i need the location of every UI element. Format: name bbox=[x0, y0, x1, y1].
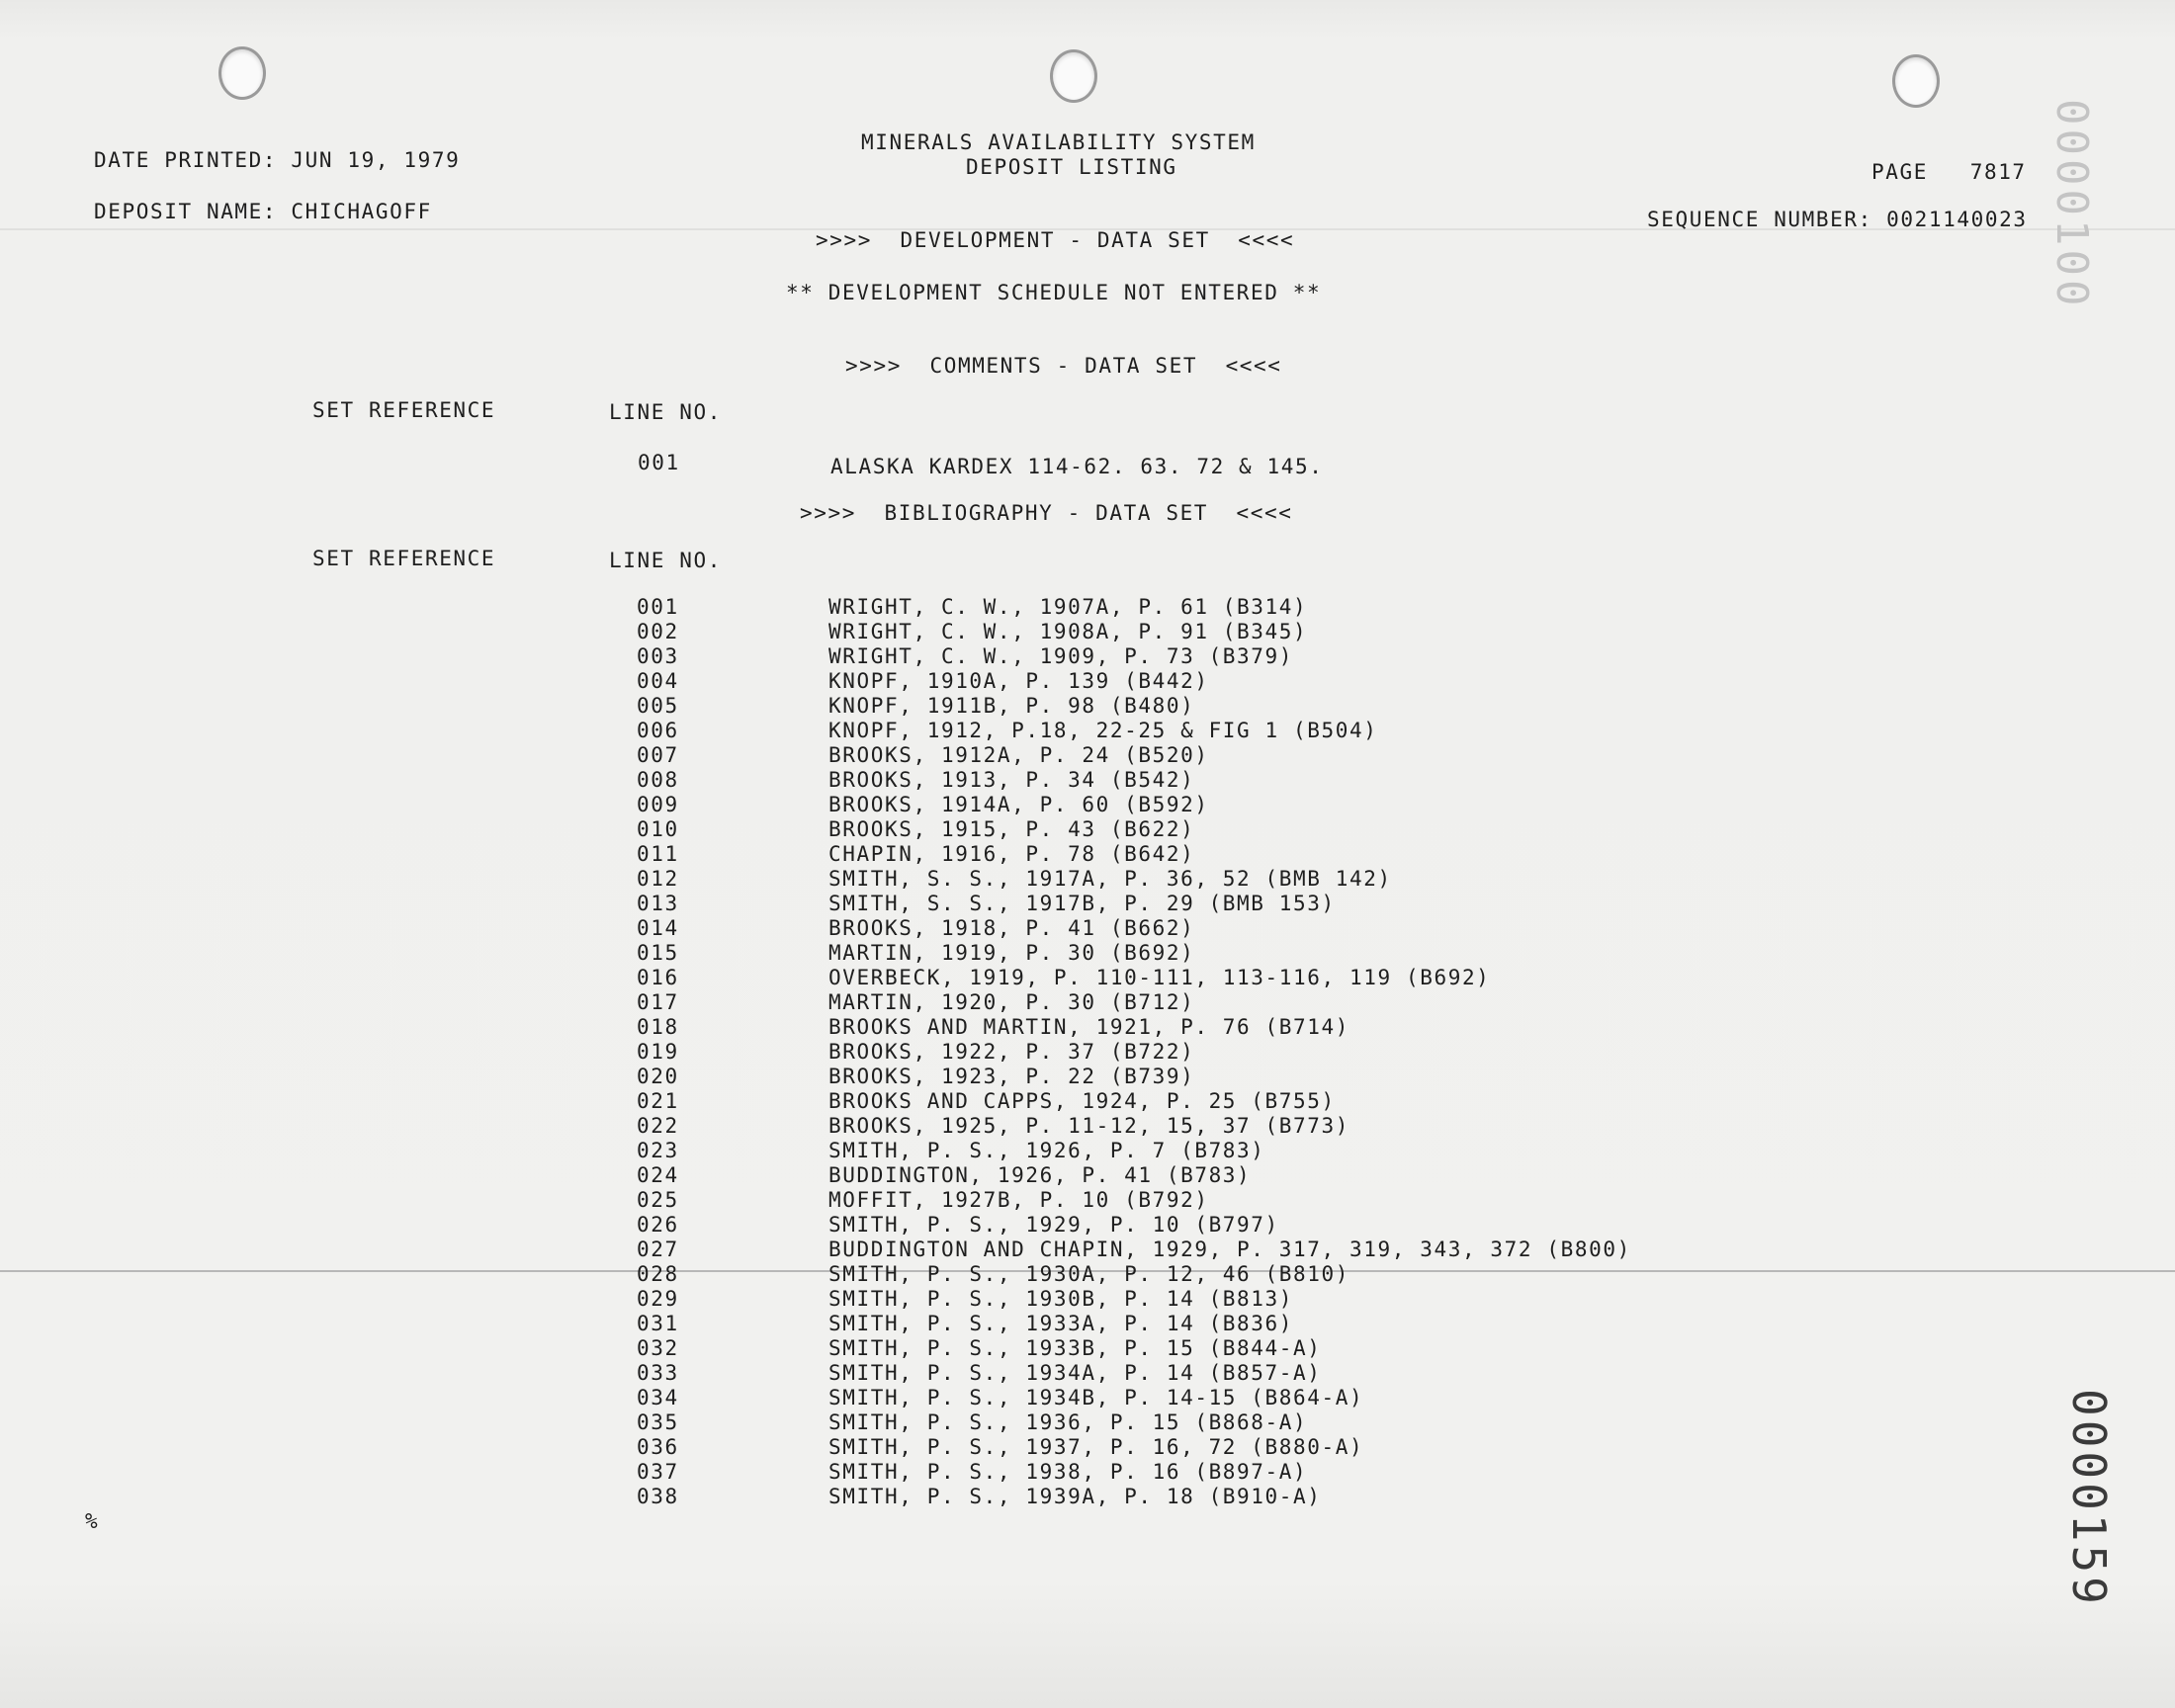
bibliography-col-line-no: LINE NO. bbox=[609, 549, 722, 572]
bibliography-reference: BROOKS, 1925, P. 11-12, 15, 37 (B773) bbox=[828, 1114, 1349, 1138]
bibliography-reference: MARTIN, 1919, P. 30 (B692) bbox=[828, 941, 1195, 965]
line-number: 036 bbox=[637, 1435, 679, 1459]
line-number: 003 bbox=[637, 644, 679, 668]
line-number: 026 bbox=[637, 1213, 679, 1237]
bibliography-reference: CHAPIN, 1916, P. 78 (B642) bbox=[828, 842, 1195, 866]
line-number: 027 bbox=[637, 1238, 679, 1261]
listing-title: DEPOSIT LISTING bbox=[966, 155, 1177, 179]
bibliography-reference: BROOKS, 1913, P. 34 (B542) bbox=[828, 768, 1195, 792]
bibliography-reference: BROOKS, 1922, P. 37 (B722) bbox=[828, 1040, 1195, 1064]
line-number: 032 bbox=[637, 1336, 679, 1360]
page-number: PAGE 7817 bbox=[1871, 160, 2027, 184]
bibliography-col-set-reference: SET REFERENCE bbox=[312, 547, 496, 570]
line-number: 014 bbox=[637, 916, 679, 940]
line-number: 019 bbox=[637, 1040, 679, 1064]
bibliography-reference: BUDDINGTON AND CHAPIN, 1929, P. 317, 319, 343, 372 (B800) bbox=[828, 1238, 1631, 1261]
line-number: 029 bbox=[637, 1287, 679, 1311]
bibliography-reference: SMITH, P. S., 1938, P. 16 (B897-A) bbox=[828, 1460, 1308, 1484]
bibliography-reference: BROOKS, 1914A, P. 60 (B592) bbox=[828, 793, 1209, 816]
deposit-name: DEPOSIT NAME: CHICHAGOFF bbox=[94, 200, 432, 223]
bibliography-reference: SMITH, P. S., 1930A, P. 12, 46 (B810) bbox=[828, 1262, 1349, 1286]
line-number: 018 bbox=[637, 1015, 679, 1039]
development-heading: >>>> DEVELOPMENT - DATA SET <<<< bbox=[816, 228, 1295, 252]
comments-heading: >>>> COMMENTS - DATA SET <<<< bbox=[845, 354, 1282, 378]
bibliography-reference: SMITH, P. S., 1933A, P. 14 (B836) bbox=[828, 1312, 1294, 1335]
bibliography-reference: SMITH, P. S., 1939A, P. 18 (B910-A) bbox=[828, 1485, 1322, 1508]
line-number: 011 bbox=[637, 842, 679, 866]
system-title: MINERALS AVAILABILITY SYSTEM bbox=[861, 130, 1256, 154]
line-number: 035 bbox=[637, 1410, 679, 1434]
bibliography-reference: BUDDINGTON, 1926, P. 41 (B783) bbox=[828, 1163, 1252, 1187]
line-number: 002 bbox=[637, 620, 679, 643]
line-number: 009 bbox=[637, 793, 679, 816]
line-number: 010 bbox=[637, 817, 679, 841]
bibliography-reference: KNOPF, 1912, P.18, 22-25 & FIG 1 (B504) bbox=[828, 719, 1378, 742]
bibliography-reference: BROOKS AND MARTIN, 1921, P. 76 (B714) bbox=[828, 1015, 1349, 1039]
line-number: 022 bbox=[637, 1114, 679, 1138]
binder-hole-right bbox=[1892, 54, 1940, 108]
bibliography-reference: SMITH, P. S., 1933B, P. 15 (B844-A) bbox=[828, 1336, 1322, 1360]
line-number: 037 bbox=[637, 1460, 679, 1484]
bibliography-reference: KNOPF, 1910A, P. 139 (B442) bbox=[828, 669, 1209, 693]
bibliography-reference: SMITH, P. S., 1926, P. 7 (B783) bbox=[828, 1139, 1265, 1162]
line-number: 033 bbox=[637, 1361, 679, 1385]
stamp-number: 0000159 bbox=[2062, 1389, 2116, 1608]
faint-stamp-number: 0000100 bbox=[2046, 99, 2097, 310]
line-number: 004 bbox=[637, 669, 679, 693]
bibliography-reference: MARTIN, 1920, P. 30 (B712) bbox=[828, 990, 1195, 1014]
bibliography-heading: >>>> BIBLIOGRAPHY - DATA SET <<<< bbox=[800, 501, 1293, 525]
comments-col-set-reference: SET REFERENCE bbox=[312, 398, 496, 422]
development-note: ** DEVELOPMENT SCHEDULE NOT ENTERED ** bbox=[786, 281, 1322, 304]
line-number: 001 bbox=[637, 595, 679, 619]
line-number: 015 bbox=[637, 941, 679, 965]
line-number: 023 bbox=[637, 1139, 679, 1162]
bibliography-reference: SMITH, S. S., 1917B, P. 29 (BMB 153) bbox=[828, 892, 1336, 915]
bibliography-reference: MOFFIT, 1927B, P. 10 (B792) bbox=[828, 1188, 1209, 1212]
sequence-number: SEQUENCE NUMBER: 0021140023 bbox=[1647, 208, 2028, 231]
bibliography-reference: SMITH, S. S., 1917A, P. 36, 52 (BMB 142) bbox=[828, 867, 1392, 891]
bibliography-reference: SMITH, P. S., 1937, P. 16, 72 (B880-A) bbox=[828, 1435, 1364, 1459]
bibliography-reference: SMITH, P. S., 1934A, P. 14 (B857-A) bbox=[828, 1361, 1322, 1385]
binder-hole-left bbox=[218, 46, 266, 100]
bibliography-reference: BROOKS, 1915, P. 43 (B622) bbox=[828, 817, 1195, 841]
bibliography-reference: SMITH, P. S., 1934B, P. 14-15 (B864-A) bbox=[828, 1386, 1364, 1409]
bibliography-reference: WRIGHT, C. W., 1909, P. 73 (B379) bbox=[828, 644, 1294, 668]
bibliography-reference: KNOPF, 1911B, P. 98 (B480) bbox=[828, 694, 1195, 718]
bibliography-reference: OVERBECK, 1919, P. 110-111, 113-116, 119 (B692) bbox=[828, 966, 1491, 989]
line-number: 020 bbox=[637, 1065, 679, 1088]
bibliography-reference: SMITH, P. S., 1936, P. 15 (B868-A) bbox=[828, 1410, 1308, 1434]
line-number: 007 bbox=[637, 743, 679, 767]
line-number: 013 bbox=[637, 892, 679, 915]
line-number: 017 bbox=[637, 990, 679, 1014]
line-number: 034 bbox=[637, 1386, 679, 1409]
line-number: 021 bbox=[637, 1089, 679, 1113]
line-number: 005 bbox=[637, 694, 679, 718]
bibliography-reference: SMITH, P. S., 1929, P. 10 (B797) bbox=[828, 1213, 1279, 1237]
footer-mark: % bbox=[85, 1509, 100, 1533]
line-number: 016 bbox=[637, 966, 679, 989]
line-number: 008 bbox=[637, 768, 679, 792]
bibliography-reference: WRIGHT, C. W., 1907A, P. 61 (B314) bbox=[828, 595, 1308, 619]
bibliography-reference: BROOKS, 1912A, P. 24 (B520) bbox=[828, 743, 1209, 767]
line-number: 025 bbox=[637, 1188, 679, 1212]
binder-hole-center bbox=[1050, 49, 1097, 103]
comments-col-line-no: LINE NO. bbox=[609, 400, 722, 424]
line-number: 038 bbox=[637, 1485, 679, 1508]
bibliography-reference: SMITH, P. S., 1930B, P. 14 (B813) bbox=[828, 1287, 1294, 1311]
line-number: 031 bbox=[637, 1312, 679, 1335]
bibliography-reference: BROOKS, 1918, P. 41 (B662) bbox=[828, 916, 1195, 940]
date-printed: DATE PRINTED: JUN 19, 1979 bbox=[94, 148, 461, 172]
bibliography-reference: BROOKS AND CAPPS, 1924, P. 25 (B755) bbox=[828, 1089, 1336, 1113]
bibliography-reference: BROOKS, 1923, P. 22 (B739) bbox=[828, 1065, 1195, 1088]
bibliography-reference: WRIGHT, C. W., 1908A, P. 91 (B345) bbox=[828, 620, 1308, 643]
line-number: 006 bbox=[637, 719, 679, 742]
line-number: 012 bbox=[637, 867, 679, 891]
comments-line-no: 001 bbox=[638, 451, 680, 474]
line-number: 028 bbox=[637, 1262, 679, 1286]
line-number: 024 bbox=[637, 1163, 679, 1187]
comments-text: ALASKA KARDEX 114-62. 63. 72 & 145. bbox=[830, 455, 1324, 478]
